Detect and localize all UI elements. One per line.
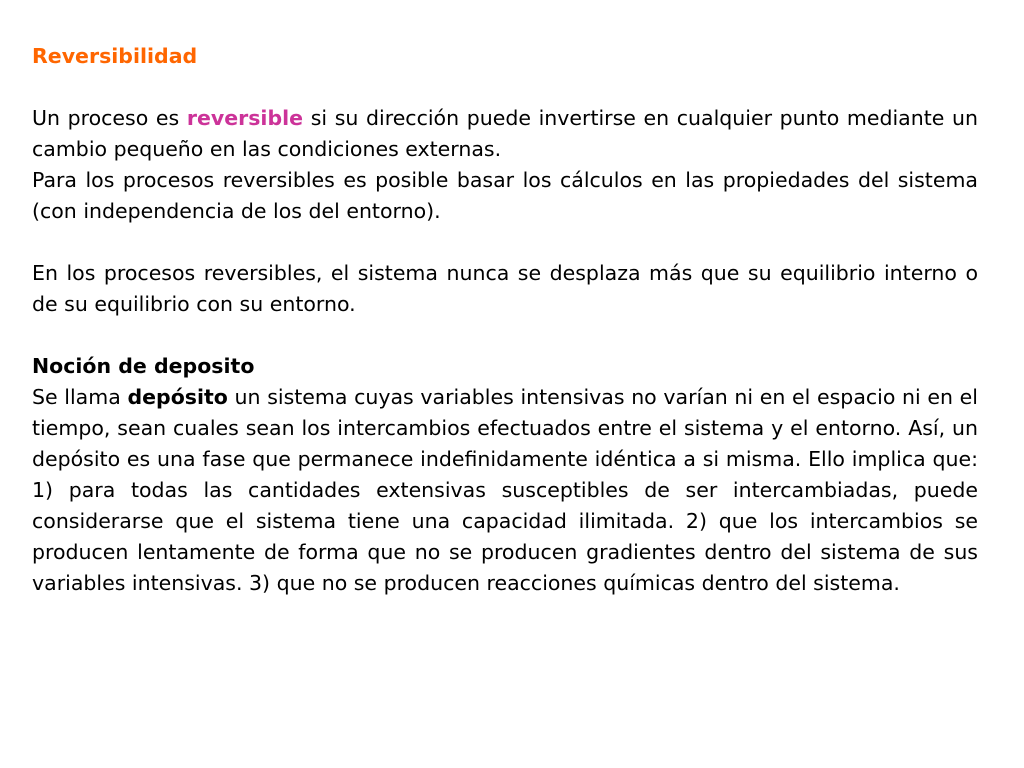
paragraph-text: Se llama — [32, 385, 128, 409]
paragraph-reversible-calculations: Para los procesos reversibles es posible basar los cálculos en las propiedades del sistema (con independencia de los del entorno). — [32, 168, 978, 223]
paragraph-reversible-definition — [32, 103, 978, 165]
paragraph-text: si su dirección puede invertirse en cualquier punto mediante un cambio pequeño en las condiciones externas. — [32, 106, 978, 161]
paragraph-reversible-equilibrium: En los procesos reversibles, el sistema nunca se desplaza más que su equilibrio interno o de su equilibrio con su entorno. — [32, 261, 978, 316]
spacer — [32, 320, 978, 351]
section-title-deposito: Noción de deposito — [32, 354, 255, 378]
section-title-reversibilidad: Reversibilidad — [32, 44, 198, 68]
paragraph-text: un sistema cuyas variables intensivas no varían ni en el espacio ni en el tiempo, sean cuales sean los intercambios efectuados entre el sistema y el entorno. Así, un depósito es una fase que permanece indefinidamente idéntica a si misma. Ello implica que: 1) para todas las cantidades extensivas susceptibles de ser intercambiadas, puede considerarse que el sistema tiene una capacidad ilimitada. 2) que los intercambios se producen lentamente de forma que no se producen gradientes dentro del sistema de sus variables intensivas. 3) que no se producen reacciones químicas dentro del sistema. — [32, 385, 978, 595]
spacer — [32, 72, 978, 103]
keyword-deposito: depósito — [127, 385, 228, 409]
spacer — [32, 227, 978, 258]
paragraph-text: Un proceso es — [32, 106, 187, 130]
paragraph-deposito-definition — [32, 382, 978, 599]
keyword-reversible: reversible — [186, 106, 304, 130]
slide-content — [32, 41, 978, 599]
